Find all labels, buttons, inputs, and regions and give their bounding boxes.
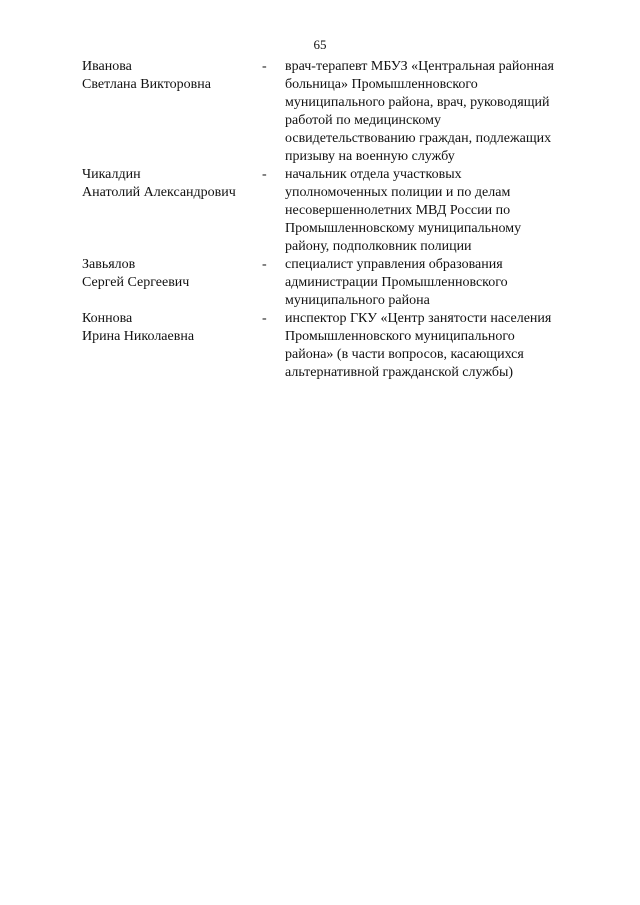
- member-role-line: работой по медицинскому: [285, 113, 441, 128]
- member-role-line: уполномоченных полиции и по делам: [285, 185, 511, 200]
- member-dash: -: [262, 167, 267, 182]
- member-role-line: альтернативной гражданской службы): [285, 365, 514, 380]
- member-role-line: муниципального района, врач, руководящий: [285, 95, 550, 110]
- member-name: [82, 166, 262, 202]
- member-given-name: Сергей Сергеевич: [82, 275, 190, 290]
- member-entry: [82, 310, 592, 382]
- member-given-name: Анатолий Александрович: [82, 185, 236, 200]
- member-surname: Иванова: [82, 59, 132, 74]
- member-role-line: специалист управления образования: [285, 257, 503, 272]
- member-role-line: начальник отдела участковых: [285, 167, 462, 182]
- member-dash: -: [262, 311, 267, 326]
- member-role-line: освидетельствованию граждан, подлежащих: [285, 131, 552, 146]
- member-role: [285, 256, 587, 310]
- member-role-line: администрации Промышленновского: [285, 275, 508, 290]
- member-role-line: призыву на военную службу: [285, 149, 455, 164]
- member-role: [285, 166, 587, 256]
- member-role-line: муниципального района: [285, 293, 430, 308]
- member-surname: Чикалдин: [82, 167, 141, 182]
- member-given-name: Светлана Викторовна: [82, 77, 211, 92]
- member-dash: -: [262, 257, 267, 272]
- member-given-name: Ирина Николаевна: [82, 329, 195, 344]
- member-role-line: района» (в части вопросов, касающихся: [285, 347, 524, 362]
- member-surname: Коннова: [82, 311, 133, 326]
- member-role-line: Промышленновского муниципального: [285, 329, 515, 344]
- member-surname: Завьялов: [82, 257, 136, 272]
- member-role-line: несовершеннолетних МВД России по: [285, 203, 511, 218]
- page-number: 65: [313, 37, 327, 52]
- member-name: [82, 58, 262, 94]
- member-role: [285, 58, 587, 166]
- member-entry: [82, 166, 592, 256]
- member-role-line: инспектор ГКУ «Центр занятости населения: [285, 311, 552, 326]
- member-entry: [82, 58, 592, 166]
- member-role-line: больница» Промышленновского: [285, 77, 478, 92]
- member-role-line: врач-терапевт МБУЗ «Центральная районная: [285, 59, 554, 74]
- member-entry: [82, 256, 592, 310]
- member-role-line: Промышленновскому муниципальному: [285, 221, 522, 236]
- member-dash: -: [262, 59, 267, 74]
- member-name: [82, 310, 262, 346]
- commission-member-list: [82, 58, 592, 382]
- member-role-line: району, подполковник полиции: [285, 239, 472, 254]
- member-role: [285, 310, 587, 382]
- member-name: [82, 256, 262, 292]
